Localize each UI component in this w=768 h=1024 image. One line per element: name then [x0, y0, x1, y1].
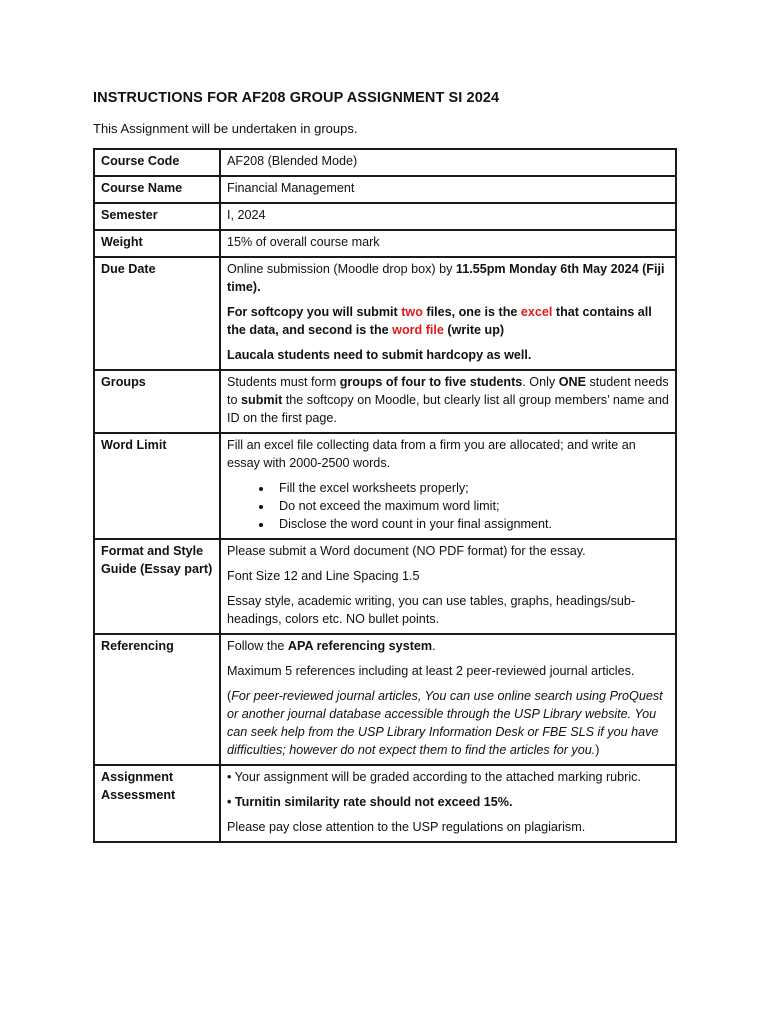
- row-label-word-limit: Word Limit: [94, 433, 220, 539]
- text-run: 11.55pm Monday 6th May 2024 (Fiji time).: [227, 262, 665, 294]
- semester-value: I, 2024: [227, 208, 266, 222]
- text-run: two: [401, 305, 423, 319]
- referencing-apa: [227, 637, 669, 655]
- due-date-softcopy-note: [227, 303, 669, 339]
- row-label-weight: Weight: [94, 230, 220, 257]
- table-row: [94, 634, 676, 765]
- text-run: Laucala students need to submit hardcopy as well.: [227, 348, 532, 362]
- row-label-due-date: Due Date: [94, 257, 220, 370]
- table-row: [94, 149, 676, 176]
- text-run: Students must form: [227, 375, 340, 389]
- assessment-plagiarism: Please pay close attention to the USP regulations on plagiarism.: [227, 820, 586, 834]
- table-row: [94, 539, 676, 634]
- text-run: Follow the: [227, 639, 288, 653]
- format-essay-style: Essay style, academic writing, you can use tables, graphs, headings/sub-headings, colors etc. NO bullet points.: [227, 594, 636, 626]
- table-row: [94, 433, 676, 539]
- text-run: excel: [520, 305, 553, 319]
- row-value-semester: [220, 203, 676, 230]
- assessment-rubric: • Your assignment will be graded according to the attached marking rubric.: [227, 770, 641, 784]
- intro-text: This Assignment will be undertaken in groups.: [93, 121, 358, 136]
- text-run: .: [432, 639, 436, 653]
- table-row: [94, 257, 676, 370]
- row-value-assessment: [220, 765, 676, 842]
- text-run: For softcopy you will submit: [227, 305, 402, 319]
- row-label-course-name: Course Name: [94, 176, 220, 203]
- word-limit-bullets: [227, 479, 669, 533]
- row-label-semester: Semester: [94, 203, 220, 230]
- referencing-max-references: Maximum 5 references including at least 2 peer-reviewed journal articles.: [227, 664, 635, 678]
- text-run: APA referencing system: [287, 639, 433, 653]
- text-run: groups of four to five students: [339, 375, 523, 389]
- row-label-groups: Groups: [94, 370, 220, 433]
- text-run: files, one is the: [422, 305, 521, 319]
- table-row: [94, 765, 676, 842]
- text-run: ): [595, 743, 600, 757]
- row-value-course-code: [220, 149, 676, 176]
- format-font-size: Font Size 12 and Line Spacing 1.5: [227, 569, 420, 583]
- table-row: [94, 230, 676, 257]
- row-label-referencing: Referencing: [94, 634, 220, 765]
- text-run: that contains all the data, and second is the: [227, 305, 652, 337]
- assessment-turnitin: • Turnitin similarity rate should not exceed 15%.: [227, 795, 513, 809]
- table-row: [94, 370, 676, 433]
- due-date-submission: [227, 260, 669, 296]
- course-name-value: Financial Management: [227, 181, 355, 195]
- row-value-course-name: [220, 176, 676, 203]
- groups-text: [227, 373, 669, 427]
- referencing-search-note: [227, 687, 669, 759]
- text-run: (: [227, 689, 232, 703]
- text-run: student needs to: [227, 375, 669, 407]
- weight-value: 15% of overall course mark: [227, 235, 380, 249]
- row-value-weight: [220, 230, 676, 257]
- text-run: the softcopy on Moodle, but clearly list all group members’ name and ID on the first page.: [227, 393, 669, 425]
- list-item: • Disclose the word count in your final assignment.: [273, 515, 669, 533]
- due-date-hardcopy-note: [227, 346, 669, 364]
- row-value-word-limit: [220, 433, 676, 539]
- document-title: INSTRUCTIONS FOR AF208 GROUP ASSIGNMENT SI 2024: [93, 90, 500, 106]
- text-run: word file: [392, 323, 444, 337]
- text-run: (write up): [443, 323, 505, 337]
- text-run: . Only: [522, 375, 559, 389]
- list-item: • Fill the excel worksheets properly;: [273, 479, 669, 497]
- list-item: • Do not exceed the maximum word limit;: [273, 497, 669, 515]
- word-limit-text: Fill an excel file collecting data from a firm you are allocated; and write an essay with 2000-2500 words.: [227, 438, 636, 470]
- row-value-due-date: [220, 257, 676, 370]
- table-row: [94, 203, 676, 230]
- text-run: ONE: [558, 375, 586, 389]
- row-value-referencing: [220, 634, 676, 765]
- course-code-value: AF208 (Blended Mode): [227, 154, 358, 168]
- text-run: Online submission (Moodle drop box) by: [227, 262, 456, 276]
- row-value-format: [220, 539, 676, 634]
- format-word-document: Please submit a Word document (NO PDF format) for the essay.: [227, 544, 586, 558]
- row-label-course-code: Course Code: [94, 149, 220, 176]
- row-label-format: Format and Style Guide (Essay part): [94, 539, 220, 634]
- text-run: submit: [241, 393, 283, 407]
- table-row: [94, 176, 676, 203]
- assignment-details-table: [93, 148, 677, 843]
- row-label-assessment: Assignment Assessment: [94, 765, 220, 842]
- text-run: For peer-reviewed journal articles, You can use online search using ProQuest or another journal database accessible through the USP Library website. You can seek help from the USP Library Information Desk or FBE SLS if you have difficulties; however do not expect them to find the articles for you.: [227, 689, 663, 757]
- row-value-groups: [220, 370, 676, 433]
